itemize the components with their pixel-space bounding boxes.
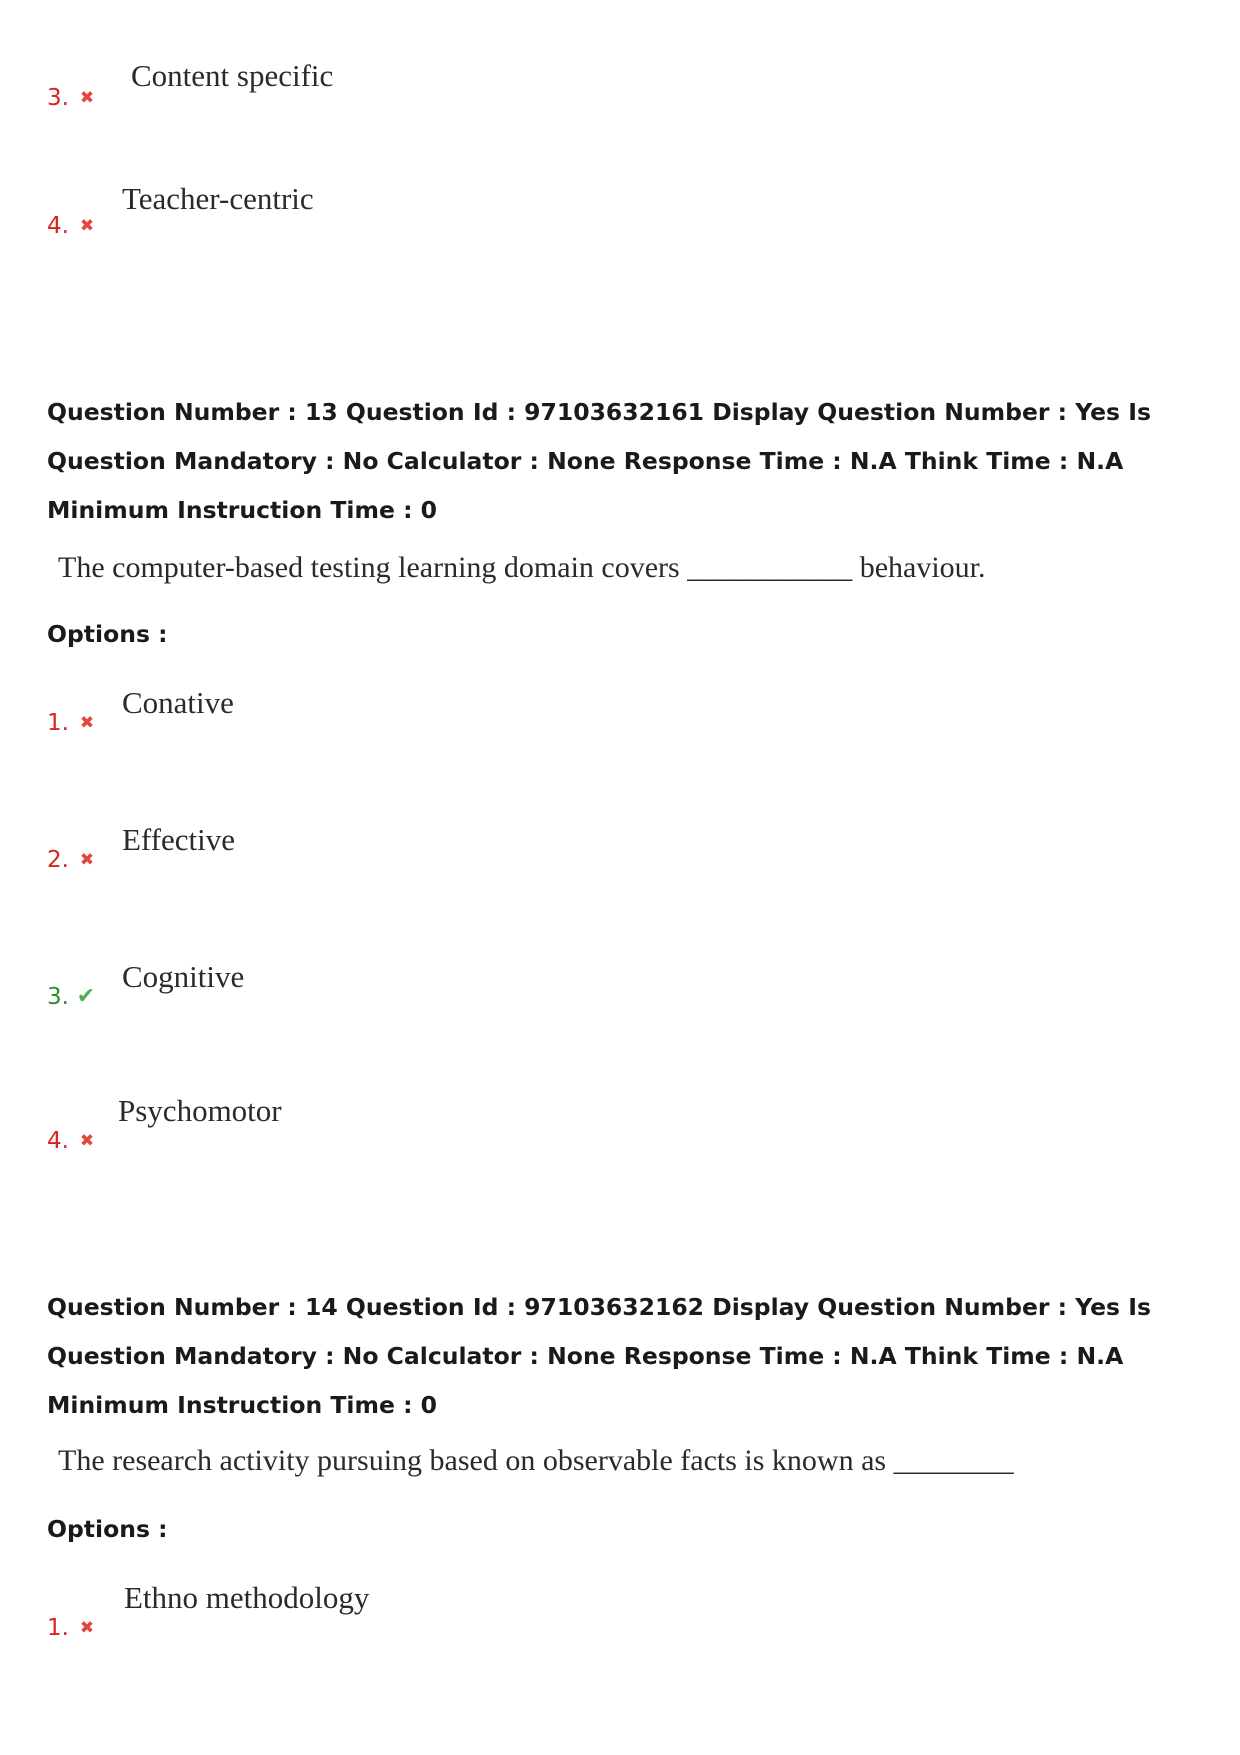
option-number: 3. bbox=[47, 85, 69, 111]
cross-icon: ✖ bbox=[79, 1617, 95, 1638]
option-row bbox=[47, 812, 1147, 872]
option-number: 1. bbox=[47, 710, 69, 736]
option-number: 1. bbox=[47, 1615, 69, 1641]
option-text: Content specific bbox=[131, 58, 334, 93]
option-row bbox=[47, 178, 1147, 238]
option-text: Conative bbox=[122, 685, 234, 720]
question-text: The computer-based testing learning domain covers ___________ behaviour. bbox=[58, 551, 986, 584]
option-number: 4. bbox=[47, 213, 69, 239]
question-header: Question Number : 14 Question Id : 97103632162 Display Question Number : Yes Is Question Mandatory : No Calculator : None Response Time : N.A Think Time : N.A Minimum Instruction Time : 0 bbox=[47, 1293, 1151, 1419]
question-text: The research activity pursuing based on observable facts is known as ________ bbox=[58, 1444, 1014, 1477]
option-text: Teacher-centric bbox=[122, 181, 314, 216]
option-text: Psychomotor bbox=[118, 1093, 282, 1128]
option-row bbox=[47, 675, 1147, 735]
option-text: Cognitive bbox=[122, 959, 245, 994]
question-header: Question Number : 13 Question Id : 97103632161 Display Question Number : Yes Is Question Mandatory : No Calculator : None Response Time : N.A Think Time : N.A Minimum Instruction Time : 0 bbox=[47, 398, 1151, 524]
option-text: Effective bbox=[122, 822, 236, 857]
cross-icon: ✖ bbox=[79, 712, 95, 733]
option-row bbox=[47, 949, 1147, 1009]
cross-icon: ✖ bbox=[79, 87, 95, 108]
option-number: 4. bbox=[47, 1128, 69, 1154]
option-row bbox=[47, 1093, 1147, 1153]
options-label: Options : bbox=[47, 620, 168, 648]
option-number: 3. bbox=[47, 984, 69, 1010]
cross-icon: ✖ bbox=[79, 849, 95, 870]
options-label: Options : bbox=[47, 1515, 168, 1543]
cross-icon: ✖ bbox=[79, 1130, 95, 1151]
option-row bbox=[47, 50, 1147, 110]
check-icon: ✔ bbox=[76, 984, 96, 1009]
cross-icon: ✖ bbox=[79, 215, 95, 236]
option-row bbox=[47, 1580, 1147, 1640]
option-text: Ethno methodology bbox=[124, 1580, 370, 1615]
option-number: 2. bbox=[47, 847, 69, 873]
